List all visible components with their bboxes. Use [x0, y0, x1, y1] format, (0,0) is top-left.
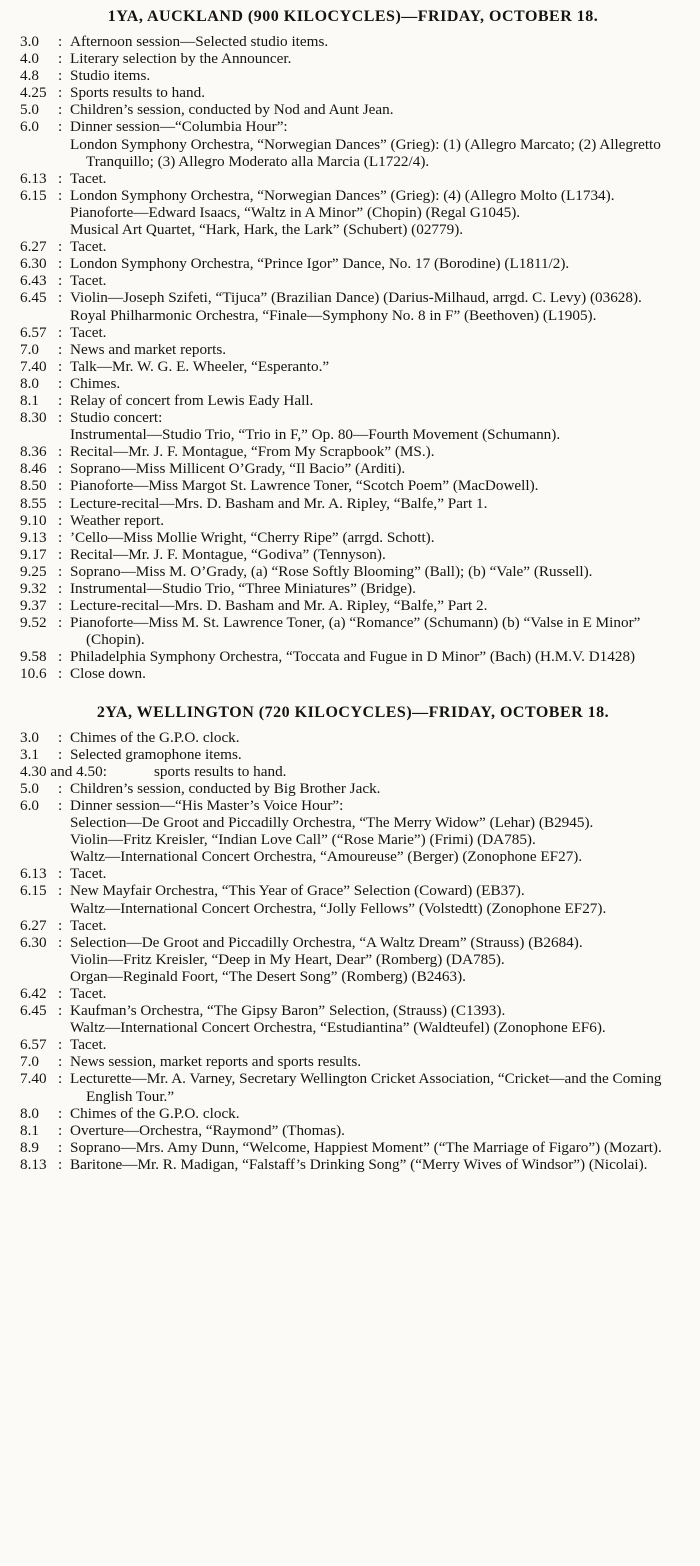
program-entry — [14, 968, 686, 985]
program-description: Weather report. — [70, 511, 165, 529]
program-description: Talk—Mr. W. G. E. Wheeler, “Esperanto.” — [70, 357, 330, 375]
program-time: 6.15 : — [20, 186, 63, 204]
station-section — [0, 683, 700, 1173]
program-entry — [14, 934, 686, 951]
program-entry — [14, 495, 686, 512]
program-description: Relay of concert from Lewis Eady Hall. — [70, 391, 314, 409]
program-entry — [14, 512, 686, 529]
program-entry — [14, 746, 686, 763]
program-description: Children’s session, conducted by Nod and Aunt Jean. — [70, 101, 394, 119]
program-time: 8.50 : — [20, 477, 63, 495]
program-entry — [14, 50, 686, 67]
program-description: Tacet. — [70, 272, 107, 290]
program-time: 9.13 : — [20, 528, 63, 546]
program-time: 6.27 : — [20, 916, 63, 934]
program-time: 6.15 : — [20, 882, 63, 900]
program-time: 9.52 : — [20, 614, 63, 632]
program-description: Violin—Joseph Szifeti, “Tijuca” (Brazilian Dance) (Darius-Milhaud, arrgd. C. Levy) (03628). — [70, 289, 642, 307]
program-description: Violin—Fritz Kreisler, “Deep in My Heart, Dear” (Romberg) (DA785). — [70, 950, 505, 968]
program-time: 9.17 : — [20, 545, 63, 563]
program-entry — [14, 307, 686, 324]
program-time: 6.45 : — [20, 289, 63, 307]
program-time: 6.42 : — [20, 984, 63, 1002]
program-description: Philadelphia Symphony Orchestra, “Toccata and Fugue in D Minor” (Bach) (H.M.V. D1428) — [70, 648, 636, 666]
program-description: Waltz—International Concert Orchestra, “Estudiantina” (Waldteufel) (Zonophone EF6). — [70, 1019, 606, 1037]
program-description: Studio items. — [70, 67, 151, 85]
program-description: Pianoforte—Miss Margot St. Lawrence Toner, “Scotch Poem” (MacDowell). — [70, 477, 539, 495]
program-time: 8.36 : — [20, 443, 63, 461]
program-time — [14, 900, 70, 917]
program-entry — [14, 392, 686, 409]
program-description: Instrumental—Studio Trio, “Three Miniatures” (Bridge). — [70, 580, 416, 597]
program-entry — [14, 358, 686, 375]
program-entry — [14, 170, 686, 187]
program-entry — [14, 136, 686, 170]
program-time: 9.10 : — [20, 511, 63, 529]
program-entry — [14, 865, 686, 882]
program-entry — [14, 426, 686, 443]
program-description: Studio concert: — [70, 409, 163, 427]
program-entry — [14, 118, 686, 135]
program-entry — [14, 848, 686, 865]
program-time: 7.40 : — [20, 357, 63, 375]
program-time: 8.1 : — [20, 1121, 63, 1139]
program-entry — [14, 648, 686, 665]
program-entry — [14, 187, 686, 204]
program-entry — [14, 665, 686, 682]
program-description: Chimes of the G.P.O. clock. — [70, 1104, 240, 1122]
program-time: 6.13 : — [20, 865, 63, 883]
program-entry — [14, 1156, 686, 1173]
program-description: Lecturette—Mr. A. Varney, Secretary Wellington Cricket Association, “Cricket—and the Coming English Tour.” — [70, 1070, 662, 1105]
program-time: 4.30 and 4.50: — [20, 762, 107, 780]
program-description: Sports results to hand. — [70, 84, 205, 102]
program-entry — [14, 1002, 686, 1019]
program-entry — [14, 67, 686, 84]
program-time: 9.32 : — [20, 580, 63, 597]
program-time — [14, 814, 70, 831]
program-entry — [14, 255, 686, 272]
program-description: Tacet. — [70, 865, 107, 883]
program-entry — [14, 882, 686, 899]
program-description: Royal Philharmonic Orchestra, “Finale—Symphony No. 8 in F” (Beethoven) (L1905). — [70, 306, 597, 324]
program-description: Violin—Fritz Kreisler, “Indian Love Call” (“Rose Marie”) (Frimi) (DA785). — [70, 831, 536, 849]
program-time: 7.0 : — [20, 340, 63, 358]
program-entry — [14, 985, 686, 1002]
program-description: Recital—Mr. J. F. Montague, “Godiva” (Tennyson). — [70, 545, 386, 563]
program-time: 9.37 : — [20, 597, 63, 615]
program-entry — [14, 289, 686, 306]
program-description: Dinner session—“Columbia Hour”: — [70, 118, 288, 136]
program-description: Tacet. — [70, 238, 107, 256]
program-entry — [14, 951, 686, 968]
program-description: Literary selection by the Announcer. — [70, 50, 292, 68]
program-description: Soprano—Miss M. O’Grady, (a) “Rose Softly Blooming” (Ball); (b) “Vale” (Russell). — [70, 562, 593, 580]
program-description: Musical Art Quartet, “Hark, Hark, the Lark” (Schubert) (02779). — [70, 221, 464, 239]
program-time: 9.58 : — [20, 648, 63, 666]
program-description: News and market reports. — [70, 340, 227, 358]
program-entry — [14, 1105, 686, 1122]
program-entry — [14, 763, 686, 780]
program-description: ’Cello—Miss Mollie Wright, “Cherry Ripe” (arrgd. Schott). — [70, 528, 435, 546]
program-time: 3.0 : — [20, 33, 63, 50]
program-description: Tacet. — [70, 169, 107, 187]
program-time — [14, 221, 70, 238]
program-description: London Symphony Orchestra, “Norwegian Dances” (Grieg): (4) (Allegro Molto (L1734). — [70, 186, 615, 204]
program-entry — [14, 814, 686, 831]
program-entry — [14, 409, 686, 426]
program-description: Baritone—Mr. R. Madigan, “Falstaff’s Drinking Song” (“Merry Wives of Windsor”) (Nicolai). — [70, 1155, 648, 1173]
program-entry — [14, 563, 686, 580]
program-description: New Mayfair Orchestra, “This Year of Grace” Selection (Coward) (EB37). — [70, 882, 525, 900]
program-time: 6.43 : — [20, 272, 63, 290]
program-description: Selection—De Groot and Piccadilly Orchestra, “The Merry Widow” (Lehar) (B2945). — [70, 814, 594, 832]
program-time: 6.30 : — [20, 255, 63, 273]
station-section — [0, 0, 700, 683]
program-time: 6.45 : — [20, 1002, 63, 1020]
program-time: 3.1 : — [20, 745, 63, 763]
program-description: Chimes. — [70, 374, 121, 392]
program-time: 6.0 : — [20, 796, 63, 814]
program-description: Chimes of the G.P.O. clock. — [70, 728, 240, 746]
program-time: 3.0 : — [20, 728, 63, 746]
program-entry — [14, 900, 686, 917]
station-heading: 1YA, AUCKLAND (900 KILOCYCLES)—FRIDAY, OCTOBER 18. — [107, 8, 599, 25]
program-description: Selection—De Groot and Piccadilly Orchestra, “A Waltz Dream” (Strauss) (B2684). — [70, 933, 583, 951]
program-entry — [14, 84, 686, 101]
program-time: 8.46 : — [20, 460, 63, 478]
program-description: Soprano—Miss Millicent O’Grady, “Il Bacio” (Arditi). — [70, 460, 406, 478]
program-entry — [14, 580, 686, 597]
program-description: Recital—Mr. J. F. Montague, “From My Scrapbook” (MS.). — [70, 443, 435, 461]
program-time: 4.25 : — [20, 84, 63, 102]
program-description: Dinner session—“His Master’s Voice Hour”: — [70, 796, 344, 814]
program-description: Pianoforte—Miss M. St. Lawrence Toner, (a) “Romance” (Schumann) (b) “Valse in E Minor” (Chopin). — [70, 614, 641, 649]
program-time: 8.13 : — [20, 1155, 63, 1173]
program-description: Close down. — [70, 665, 146, 683]
program-entry — [14, 614, 686, 648]
program-time — [14, 831, 70, 848]
program-time — [14, 968, 70, 985]
program-entry — [14, 1139, 686, 1156]
program-description: Kaufman’s Orchestra, “The Gipsy Baron” Selection, (Strauss) (C1393). — [70, 1002, 506, 1020]
program-entry — [14, 375, 686, 392]
program-time: 8.0 : — [20, 1104, 63, 1122]
program-description: Selected gramophone items. — [70, 745, 242, 763]
program-time: 6.30 : — [20, 933, 63, 951]
program-time: 8.0 : — [20, 374, 63, 392]
program-entry — [14, 272, 686, 289]
program-description: Lecture-recital—Mrs. D. Basham and Mr. A. Ripley, “Balfe,” Part 2. — [70, 597, 488, 615]
program-description: Tacet. — [70, 323, 107, 341]
program-entry — [14, 1053, 686, 1070]
program-description: Children’s session, conducted by Big Brother Jack. — [70, 779, 381, 797]
program-entry — [14, 597, 686, 614]
program-time: 7.0 : — [20, 1053, 63, 1071]
program-time: 6.13 : — [20, 169, 63, 187]
program-time: 8.30 : — [20, 409, 63, 427]
program-time — [14, 136, 70, 153]
program-time — [14, 426, 70, 443]
program-entry — [14, 797, 686, 814]
program-time: 4.0 : — [20, 50, 63, 68]
program-description: Tacet. — [70, 1036, 107, 1054]
program-time — [14, 1019, 70, 1036]
program-time: 5.0 : — [20, 779, 63, 797]
program-entry — [14, 324, 686, 341]
program-description: Tacet. — [70, 984, 107, 1002]
program-entry — [14, 546, 686, 563]
program-entry — [14, 1070, 686, 1104]
program-description: sports results to hand. — [154, 762, 287, 780]
program-time: 8.1 : — [20, 391, 63, 409]
program-description: Afternoon session—Selected studio items. — [70, 33, 329, 50]
station-heading: 2YA, WELLINGTON (720 KILOCYCLES)—FRIDAY, OCTOBER 18. — [96, 703, 610, 721]
program-description: Lecture-recital—Mrs. D. Basham and Mr. A. Ripley, “Balfe,” Part 1. — [70, 494, 488, 512]
program-description: Soprano—Mrs. Amy Dunn, “Welcome, Happiest Moment” (“The Marriage of Figaro”) (Mozart). — [70, 1138, 662, 1156]
program-time: 5.0 : — [20, 101, 63, 119]
program-description: Pianoforte—Edward Isaacs, “Waltz in A Minor” (Chopin) (Regal G1045). — [70, 203, 521, 221]
program-entry — [14, 101, 686, 118]
program-time: 6.27 : — [20, 238, 63, 256]
program-description: News session, market reports and sports results. — [70, 1053, 362, 1071]
program-entry — [14, 1036, 686, 1053]
program-entry — [14, 204, 686, 221]
program-time: 8.9 : — [20, 1138, 63, 1156]
program-entry — [14, 729, 686, 746]
program-description: London Symphony Orchestra, “Norwegian Dances” (Grieg): (1) (Allegro Marcato; (2) Allegretto Tranquillo; (3) Allegro Moderato alla Marcia (L1722/4). — [70, 135, 661, 170]
program-time: 4.8 : — [20, 67, 63, 85]
program-time: 6.57 : — [20, 1036, 63, 1054]
program-time: 8.55 : — [20, 494, 63, 512]
program-time: 6.57 : — [20, 323, 63, 341]
program-entry — [14, 1019, 686, 1036]
program-time — [14, 848, 70, 865]
program-entry — [14, 33, 686, 50]
program-description: London Symphony Orchestra, “Prince Igor” Dance, No. 17 (Borodine) (L1811/2). — [70, 255, 570, 273]
program-description: Overture—Orchestra, “Raymond” (Thomas). — [70, 1121, 345, 1139]
program-description: Instrumental—Studio Trio, “Trio in F,” Op. 80—Fourth Movement (Schumann). — [70, 426, 561, 444]
program-description: Waltz—International Concert Orchestra, “Jolly Fellows” (Volstedtt) (Zonophone EF27). — [70, 899, 607, 917]
program-time — [14, 204, 70, 221]
program-time: 10.6 : — [20, 665, 63, 683]
program-description: Tacet. — [70, 916, 107, 934]
program-time: 9.25 : — [20, 562, 63, 580]
program-entry — [14, 917, 686, 934]
program-entry — [14, 1122, 686, 1139]
program-entry — [14, 238, 686, 255]
program-time: 7.40 : — [20, 1070, 63, 1088]
program-entry — [14, 460, 686, 477]
program-entry — [14, 780, 686, 797]
program-entry — [14, 477, 686, 494]
program-time — [14, 307, 70, 324]
program-description: Waltz—International Concert Orchestra, “Amoureuse” (Berger) (Zonophone EF27). — [70, 848, 583, 866]
program-entry — [14, 443, 686, 460]
program-entry — [14, 221, 686, 238]
program-time — [14, 951, 70, 968]
program-entry — [14, 529, 686, 546]
program-entry — [14, 831, 686, 848]
program-time: 6.0 : — [20, 118, 63, 136]
program-entry — [14, 341, 686, 358]
program-description: Organ—Reginald Foort, “The Desert Song” (Romberg) (B2463). — [70, 967, 466, 985]
